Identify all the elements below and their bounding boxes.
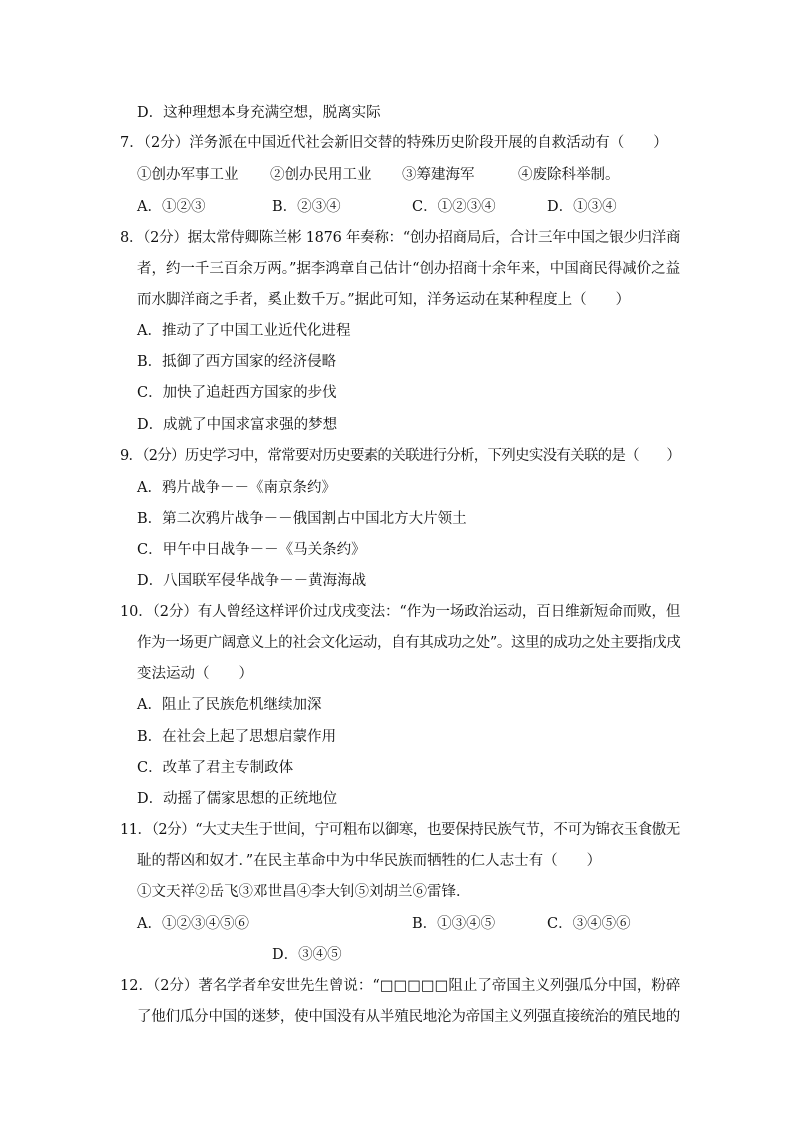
q7-option-a: A．①②③ xyxy=(137,199,206,215)
q7-item-2: ②创办民用工业 xyxy=(270,167,372,183)
q8-option-a: A．推动了了中国工业近代化进程 xyxy=(137,323,351,339)
q10-option-c: C．改革了君主专制政体 xyxy=(137,760,294,776)
q9-option-c: C．甲午中日战争－－《马关条约》 xyxy=(137,542,366,558)
q11-items: ①文天祥②岳飞③邓世昌④李大钊⑤刘胡兰⑥雷锋． xyxy=(137,884,471,900)
q10-option-b: B．在社会上起了思想启蒙作用 xyxy=(137,729,337,745)
q7-option-b: B．②③④ xyxy=(272,199,341,215)
q9-stem: 9．（2分）历史学习中，常常要对历史要素的关联进行分析，下列史实没有关联的是（ ） xyxy=(120,448,681,464)
q8-option-c: C．加快了追赶西方国家的步伐 xyxy=(137,385,337,401)
q9-option-b: B．第二次鸦片战争－－俄国割占中国北方大片领土 xyxy=(137,511,467,527)
q8-stem-line-3: 而水脚洋商之手者，奚止数千万。”据此可知，洋务运动在某种程度上（ ） xyxy=(137,292,631,308)
q6-option-d: D．这种理想本身充满空想，脱离实际 xyxy=(137,105,381,121)
q12-stem-line-1: 12．（2分）著名学者牟安世先生曾说：“□□□□□阻止了帝国主义列强瓜分中国，粉碎 xyxy=(120,978,681,994)
q8-stem-line-1: 8．（2分）据太常侍卿陈兰彬 1876 年奏称：“创办招商局后，合计三年中国之银少归洋商 xyxy=(120,230,681,246)
q10-option-a: A．阻止了民族危机继续加深 xyxy=(137,697,322,713)
q9-option-a: A．鸦片战争－－《南京条约》 xyxy=(137,480,336,496)
q10-stem-line-2: 作为一场更广阔意义上的社会文化运动，自有其成功之处”。这里的成功之处主要指戊戌 xyxy=(137,635,681,651)
q11-option-a: A．①②③④⑤⑥ xyxy=(137,916,249,932)
q7-option-c: C．①②③④ xyxy=(412,199,496,215)
q10-stem-line-1: 10．（2分）有人曾经这样评价过戊戌变法：“作为一场政治运动，百日维新短命而败，但 xyxy=(120,604,681,620)
q7-item-4: ④废除科举制。 xyxy=(518,167,620,183)
q10-option-d: D．动摇了儒家思想的正统地位 xyxy=(137,791,338,807)
q8-stem-line-2: 者，约一千三百余万两。”据李鸿章自己估计“创办招商十余年来，中国商民得减价之益 xyxy=(137,261,681,277)
q11-option-d: D．③④⑤ xyxy=(272,947,342,963)
q11-option-c: C．③④⑤⑥ xyxy=(547,916,631,932)
q8-option-b: B．抵御了西方国家的经济侵略 xyxy=(137,354,337,370)
q12-stem-line-2: 了他们瓜分中国的迷梦，使中国没有从半殖民地沦为帝国主义列强直接统治的殖民地的 xyxy=(137,1009,680,1025)
q11-stem-line-1: 11．（2分）“大丈夫生于世间，宁可粗布以御寒，也要保持民族气节，不可为锦衣玉食傲无 xyxy=(120,822,680,838)
q8-option-d: D．成就了中国求富求强的梦想 xyxy=(137,417,338,433)
q9-option-d: D．八国联军侵华战争－－黄海海战 xyxy=(137,573,367,589)
q11-option-b: B．①③④⑤ xyxy=(412,916,496,932)
q7-item-3: ③筹建海军 xyxy=(402,167,475,183)
q7-stem: 7．（2分）洋务派在中国近代社会新旧交替的特殊历史阶段开展的自救活动有（ ） xyxy=(120,135,668,151)
q10-stem-line-3: 变法运动（ ） xyxy=(137,666,253,682)
q7-option-d: D．①③④ xyxy=(547,199,617,215)
q11-stem-line-2: 耻的帮凶和奴才．”在民主革命中为中华民族而牺牲的仁人志士有（ ） xyxy=(137,853,602,869)
q7-item-1: ①创办军事工业 xyxy=(137,167,239,183)
